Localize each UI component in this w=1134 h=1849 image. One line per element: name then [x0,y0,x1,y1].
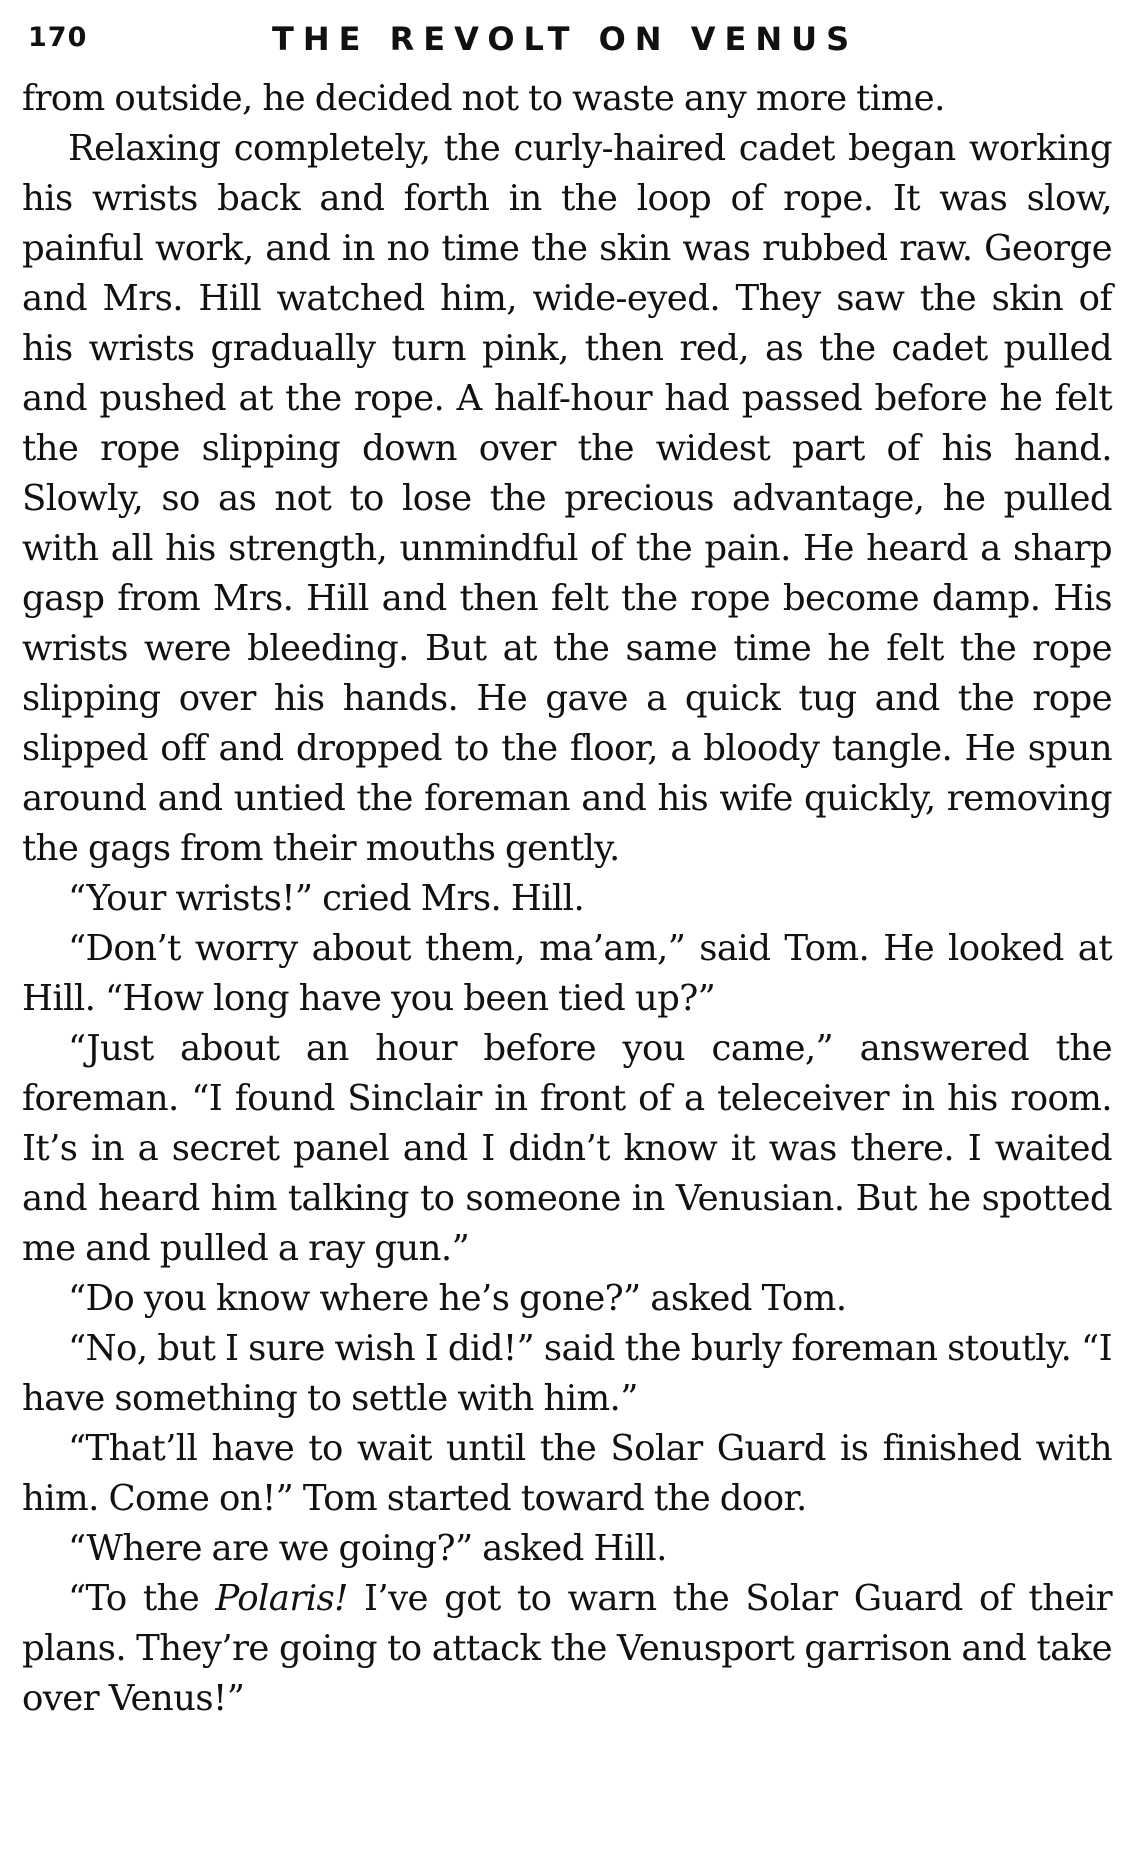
paragraph: “Where are we going?” asked Hill. [68,1528,667,1569]
paragraph-text: “To the [68,1578,216,1619]
ship-name: Polaris! [215,1578,348,1619]
paragraph: “That’ll have to wait until the Solar Guard is finished with him. Come on!” Tom started toward the door. [22,1428,1112,1519]
paragraph: “Don’t worry about them, ma’am,” said Tom. He looked at Hill. “How long have you been tied up?” [22,928,1112,1019]
paragraph: from outside, he decided not to waste any more time. [22,78,945,119]
paragraph: “Do you know where he’s gone?” asked Tom. [68,1278,847,1319]
paragraph: Relaxing completely, the curly-haired cadet began working his wrists back and forth in the loop of rope. It was slow, painful work, and in no time the skin was rubbed raw. George and Mrs. Hill watched him, wide-eyed. They saw the skin of his wrists gradually turn pink, then red, as the cadet pulled and pushed at the rope. A half-hour had passed before he felt the rope slipping down over the widest part of his hand. Slowly, so as not to lose the precious advantage, he pulled with all his strength, unmindful of the pain. He heard a sharp gasp from Mrs. Hill and then felt the rope become damp. His wrists were bleeding. But at the same time he felt the rope slipping over his hands. He gave a quick tug and the rope slipped off and dropped to the floor, a bloody tangle. He spun around and untied the foreman and his wife quickly, removing the gags from their mouths gently. [22,128,1112,869]
paragraph-last [22,1574,1112,1724]
paragraph-text: I’ve got to warn the Solar Guard of their plans. They’re going to attack the Venusport garrison and take over Venus!” [22,1578,1112,1719]
paragraph: “Your wrists!” cried Mrs. Hill. [68,878,585,919]
body-text [22,74,1112,1724]
paragraph: “No, but I sure wish I did!” said the burly foreman stoutly. “I have something to settle with him.” [22,1328,1112,1419]
book-title: THE REVOLT ON VENUS [272,20,859,58]
running-head [22,10,1112,66]
page-number: 170 [28,22,88,53]
paragraph: “Just about an hour before you came,” answered the foreman. “I found Sinclair in front of a teleceiver in his room. It’s in a secret panel and I didn’t know it was there. I waited and heard him talking to someone in Venusian. But he spotted me and pulled a ray gun.” [22,1028,1112,1269]
book-page [22,10,1112,1724]
